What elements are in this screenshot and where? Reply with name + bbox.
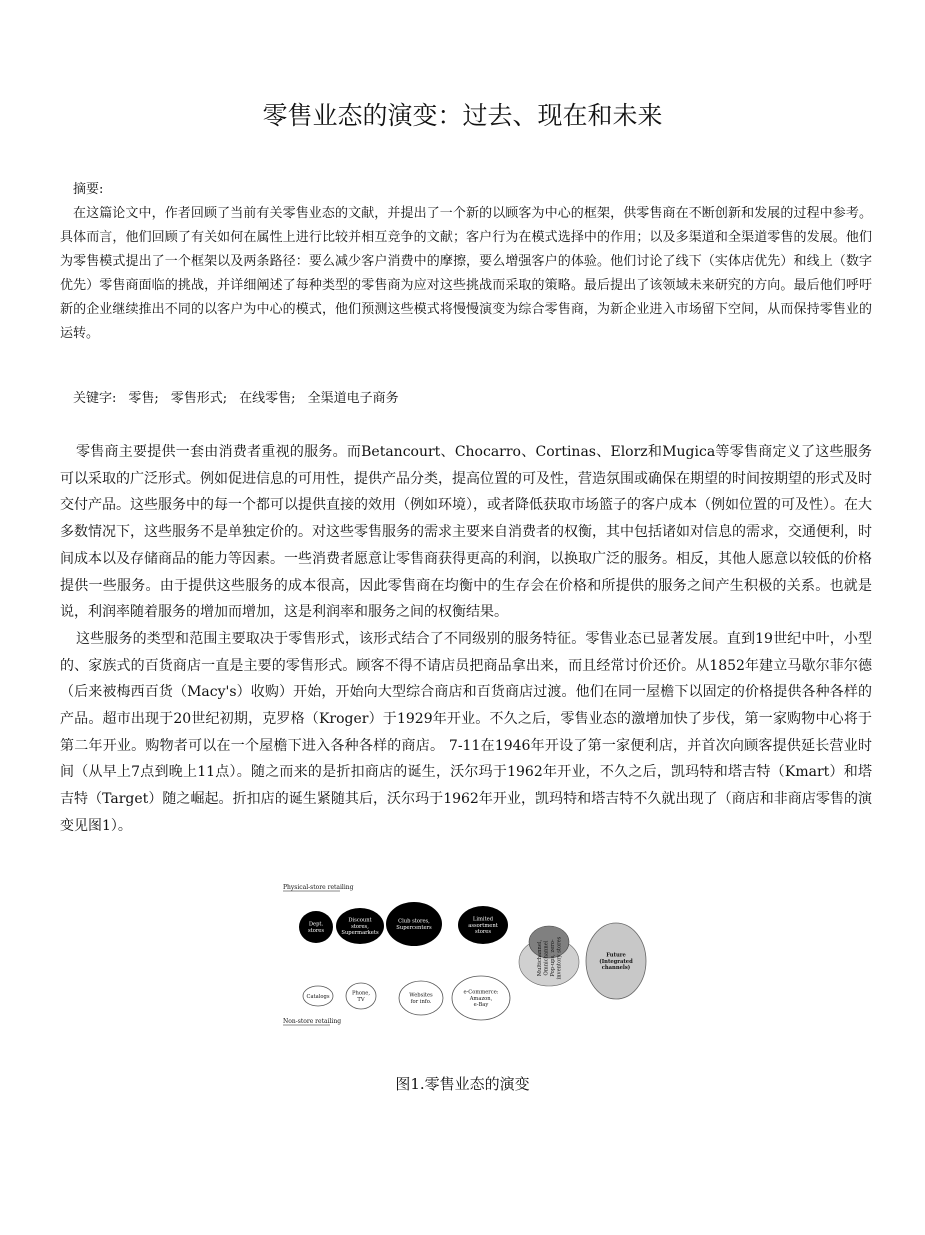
- body-paragraph: 零售商主要提供一套由消费者重视的服务。而Betancourt、Chocarro、Cortinas、Elorz和Mugica等零售商定义了这些服务可以采取的广泛形式。例如促进信息的可用性，提供产品分类，提高位置的可及性，营造氛围或确保在期望的时间按期望的形式及时交付产品。这些服务中的每一个都可以提供直接的效用（例如环境），或者降低获取市场篮子的客户成本（例如位置的可及性）。在大多数情况下，这些服务不是单独定价的。对这些零售服务的需求主要来自消费者的权衡，其中包括诸如对信息的需求，交通便利，时间成本以及存储商品的能力等因素。一些消费者愿意让零售商获得更高的利润，以换取广泛的服务。相反，其他人愿意以较低的价格提供一些服务。由于提供这些服务的成本很高，因此零售商在均衡中的生存会在价格和所提供的服务之间产生积极的关系。也就是说，利润率随着服务的增加而增加，这是利润率和服务之间的权衡结果。: [60, 444, 872, 621]
- keyword: 零售;: [128, 391, 159, 406]
- nonstore-format-label: Catalogs: [306, 993, 330, 1000]
- physical-format-label: Limited assortment stores: [468, 916, 498, 936]
- body-paragraph: 这些服务的类型和范围主要取决于零售形式，该形式结合了不同级别的服务特征。零售业态已显著发展。直到19世纪中叶，小型的、家族式的百货商店一直是主要的零售形式。顾客不得不请店员把商品拿出来，而且经常讨价还价。从1852年建立马歇尔菲尔德（后来被梅西百货（Macy's）收购）开始，开始向大型综合商店和百货商店过渡。他们在同一屋檐下以固定的价格提供各种各样的产品。超市出现于20世纪初期，克罗格（Kroger）于1929年开业。不久之后，零售业态的激增加快了步伐，第一家购物中心将于第二年开业。购物者可以在一个屋檐下进入各种各样的商店。 7-11在1946年开设了第一家便利店，并首次向顾客提供延长营业时间（从早上7点到晚上11点）。随之而来的是折扣商店的诞生，沃尔玛于1962年开业，不久之后，凯玛特和塔吉特（Kmart）和塔吉特（Target）随之崛起。折扣店的诞生紧随其后，沃尔玛于1962年开业，凯玛特和塔吉特不久就出现了（商店和非商店零售的演变见图1）。: [60, 630, 872, 834]
- figure-caption: 图1.零售业态的演变: [395, 1075, 530, 1093]
- format-evolution-diagram: [280, 880, 652, 1030]
- body-text: [60, 439, 872, 840]
- physical-format-label: Club stores, Supercenters: [396, 918, 432, 932]
- abstract: [60, 178, 872, 346]
- multichannel-label: Multichannel,OmnichannelPop-ups, zero-inventory stores: [537, 936, 563, 980]
- keyword: 在线零售;: [239, 391, 296, 406]
- keyword: 全渠道电子商务: [307, 391, 399, 406]
- future-label: Future (Integrated channels): [599, 952, 633, 972]
- nonstore-format-label: Phone, TV: [351, 990, 371, 1004]
- nonstore-format-label: Websites for info.: [409, 992, 433, 1006]
- keyword: 零售形式;: [170, 391, 228, 406]
- abstract-text: 在这篇论文中，作者回顾了当前有关零售业态的文献，并提出了一个新的以顾客为中心的框架，供零售商在不断创新和发展的过程中参考。具体而言，他们回顾了有关如何在属性上进行比较并相互竞争的文献；客户行为在模式选择中的作用；以及多渠道和全渠道零售的发展。他们为零售模式提出了一个框架以及两条路径：要么减少客户消费中的摩擦，要么增强客户的体验。他们讨论了线下（实体店优先）和线上（数字优先）零售商面临的挑战，并详细阐述了每种类型的零售商为应对这些挑战而采取的策略。最后提出了该领域未来研究的方向。最后他们呼吁新的企业继续推出不同的以客户为中心的模式，他们预测这些模式将慢慢演变为综合零售商，为新企业进入市场留下空间，从而保持零售业的运转。: [60, 206, 872, 341]
- nonstore-format-label: e-Commerce: Amazon, e-Bay: [463, 989, 499, 1009]
- physical-retailing-label: Physical-store retailing: [283, 884, 354, 891]
- keywords-label: 关键字:: [73, 391, 117, 406]
- figure-1: [280, 880, 652, 1030]
- keywords: [73, 389, 873, 409]
- abstract-heading: 摘要:: [73, 182, 104, 197]
- page-title: 零售业态的演变：过去、现在和未来: [262, 101, 663, 130]
- nonstore-retailing-label: Non-store retailing: [283, 1018, 342, 1025]
- physical-format-label: Dept. stores: [307, 921, 325, 935]
- physical-format-label: Discount stores, Supermarkets: [341, 917, 379, 937]
